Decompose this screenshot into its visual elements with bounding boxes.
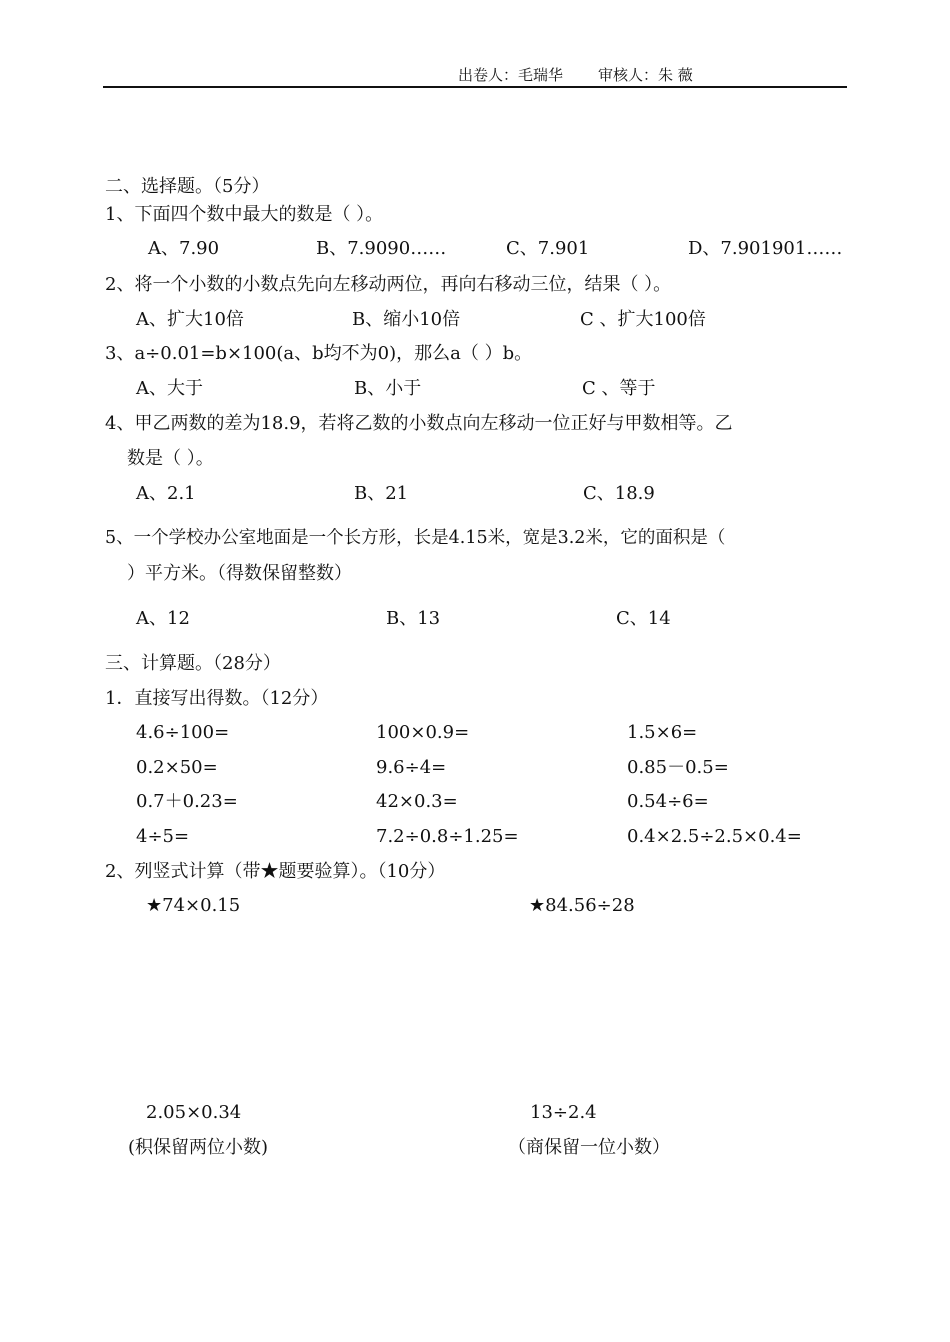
q3-option-a: A、大于 — [136, 378, 203, 399]
q3-stem: 3、a÷0.01=b×100(a、b均不为0)，那么a（ ）b。 — [105, 343, 533, 364]
calc-r2-c3: 0.85－0.5= — [627, 757, 729, 778]
vertical-problem-3: 2.05×0.34 — [146, 1102, 242, 1123]
q3-option-c: C 、等于 — [582, 378, 656, 399]
calc-r3-c1: 0.7＋0.23= — [136, 791, 238, 812]
q1-option-b: B、7.9090…… — [316, 238, 447, 259]
calc-r1-c2: 100×0.9= — [376, 722, 470, 743]
calc-r2-c2: 9.6÷4= — [376, 757, 447, 778]
vertical-problem-4-note: （商保留一位小数） — [508, 1137, 670, 1158]
q3-option-b: B、小于 — [354, 378, 422, 399]
calc-r1-c3: 1.5×6= — [627, 722, 698, 743]
q4-stem-line1: 4、甲乙两数的差为18.9，若将乙数的小数点向左移动一位正好与甲数相等。乙 — [105, 413, 733, 434]
calc-r4-c2: 7.2÷0.8÷1.25= — [376, 826, 519, 847]
calc-r3-c3: 0.54÷6= — [627, 791, 709, 812]
q4-option-c: C、18.9 — [583, 483, 655, 504]
q4-option-b: B、21 — [354, 483, 409, 504]
q1-stem: 1、下面四个数中最大的数是（ ）。 — [105, 204, 384, 225]
vertical-problem-1: ★74×0.15 — [146, 895, 241, 916]
reviewer-label: 审核人：朱 薇 — [598, 66, 693, 84]
q1-option-a: A、7.90 — [148, 238, 220, 259]
q2-stem: 2、将一个小数的小数点先向左移动两位，再向右移动三位，结果（ ）。 — [105, 274, 672, 295]
calc-r3-c2: 42×0.3= — [376, 791, 458, 812]
vertical-problem-2: ★84.56÷28 — [529, 895, 635, 916]
q5-option-c: C、14 — [616, 608, 671, 629]
q5-stem-line1: 5、一个学校办公室地面是一个长方形，长是4.15米，宽是3.2米，它的面积是（ — [105, 528, 726, 548]
q5-option-b: B、13 — [386, 608, 441, 629]
q4-stem-line2: 数是（ ）。 — [127, 448, 214, 469]
vertical-problem-4: 13÷2.4 — [530, 1102, 597, 1123]
author-label: 出卷人：毛瑞华 — [458, 66, 564, 84]
calc-r4-c3: 0.4×2.5÷2.5×0.4= — [627, 826, 802, 847]
part2-title: 2、列竖式计算（带★题要验算）。（10分） — [105, 861, 446, 882]
q1-option-c: C、7.901 — [506, 238, 590, 259]
q2-option-c: C 、扩大100倍 — [580, 309, 706, 330]
part1-title: 1．直接写出得数。（12分） — [105, 688, 329, 709]
calc-r4-c1: 4÷5= — [136, 826, 190, 847]
q1-option-d: D、7.901901…… — [688, 238, 843, 259]
q2-option-b: B、缩小10倍 — [352, 309, 461, 330]
calc-r2-c1: 0.2×50= — [136, 757, 218, 778]
q5-stem-line2: ）平方米。（得数保留整数） — [127, 563, 352, 584]
section3-title: 三、计算题。（28分） — [105, 653, 281, 674]
calc-r1-c1: 4.6÷100= — [136, 722, 230, 743]
q4-option-a: A、2.1 — [136, 483, 196, 504]
header-rule — [103, 86, 847, 88]
vertical-problem-3-note: (积保留两位小数) — [128, 1137, 269, 1158]
q2-option-a: A、扩大10倍 — [136, 309, 244, 330]
q5-option-a: A、12 — [136, 608, 190, 629]
section2-title: 二、选择题。（5分） — [105, 176, 270, 197]
